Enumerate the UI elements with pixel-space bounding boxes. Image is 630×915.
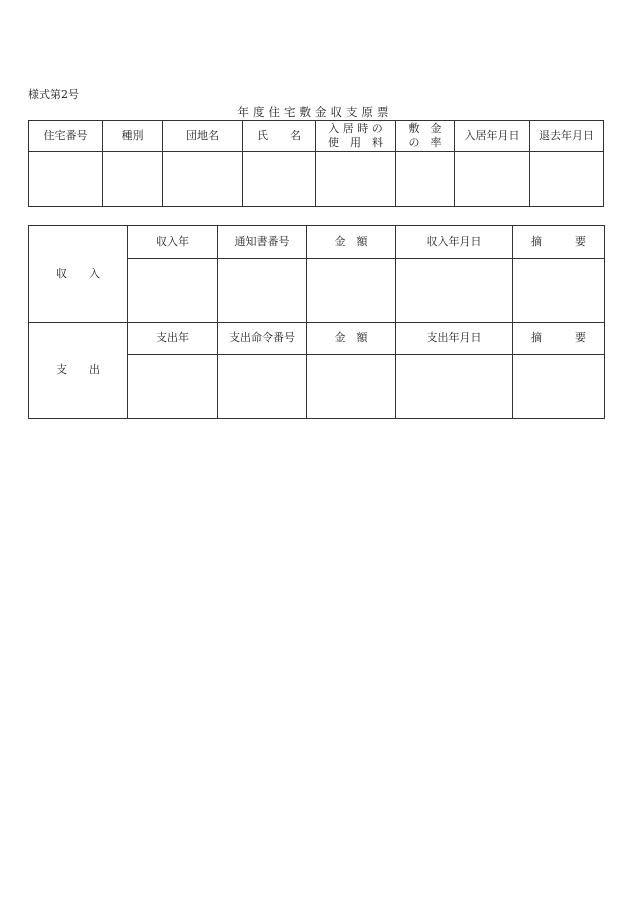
header-line: 入 居 時 の (328, 121, 383, 135)
cell-rent-at-move-in[interactable] (316, 152, 396, 207)
income-expense-table (28, 225, 605, 419)
income-cell-remarks[interactable] (513, 259, 605, 323)
header-line: 敷 金 (408, 121, 442, 135)
header-complex-name (163, 121, 243, 152)
header-move-out-date (530, 121, 604, 152)
header-type (103, 121, 163, 152)
cell-type[interactable] (103, 152, 163, 207)
income-header-row (29, 226, 605, 259)
cell-name[interactable] (243, 152, 316, 207)
income-header-amount: 金 額 (307, 226, 396, 259)
header-line: 氏 名 (257, 128, 301, 142)
header-housing-number (29, 121, 103, 152)
expense-cell-date[interactable] (396, 355, 513, 419)
income-cell-notice-number[interactable] (218, 259, 307, 323)
income-header-notice-number: 通知書番号 (218, 226, 307, 259)
expense-section-label: 支 出 (29, 323, 128, 419)
header-move-in-date (455, 121, 530, 152)
header-row (29, 121, 604, 152)
housing-info-table (28, 120, 604, 207)
cell-complex-name[interactable] (163, 152, 243, 207)
expense-cell-year[interactable] (128, 355, 218, 419)
cell-housing-number[interactable] (29, 152, 103, 207)
header-deposit-rate (396, 121, 455, 152)
header-name (243, 121, 316, 152)
expense-cell-remarks[interactable] (513, 355, 605, 419)
income-section-label: 収 入 (29, 226, 128, 323)
expense-header-remarks: 摘 要 (513, 323, 605, 355)
header-line: 退去年月日 (539, 128, 594, 142)
income-header-remarks: 摘 要 (513, 226, 605, 259)
income-cell-amount[interactable] (307, 259, 396, 323)
cell-move-in-date[interactable] (455, 152, 530, 207)
header-line: 団地名 (186, 128, 219, 142)
header-line: の 率 (408, 136, 442, 149)
expense-header-row (29, 323, 605, 355)
expense-cell-amount[interactable] (307, 355, 396, 419)
cell-deposit-rate[interactable] (396, 152, 455, 207)
form-number: 様式第2号 (28, 88, 79, 101)
income-header-year: 収入年 (128, 226, 218, 259)
income-cell-year[interactable] (128, 259, 218, 323)
expense-header-date: 支出年月日 (396, 323, 513, 355)
income-header-date: 収入年月日 (396, 226, 513, 259)
entry-row (29, 152, 604, 207)
cell-move-out-date[interactable] (530, 152, 604, 207)
header-line: 入居年月日 (464, 128, 520, 142)
expense-header-year: 支出年 (128, 323, 218, 355)
expense-cell-order-number[interactable] (218, 355, 307, 419)
document-title: 年度住宅敷金収支原票 (237, 105, 393, 119)
expense-header-amount: 金 額 (307, 323, 396, 355)
header-line: 使 用 料 (328, 136, 383, 149)
header-rent-at-move-in (316, 121, 396, 152)
header-line: 住宅番号 (43, 128, 88, 142)
expense-header-order-number: 支出命令番号 (218, 323, 307, 355)
header-line: 種別 (121, 128, 144, 142)
income-cell-date[interactable] (396, 259, 513, 323)
